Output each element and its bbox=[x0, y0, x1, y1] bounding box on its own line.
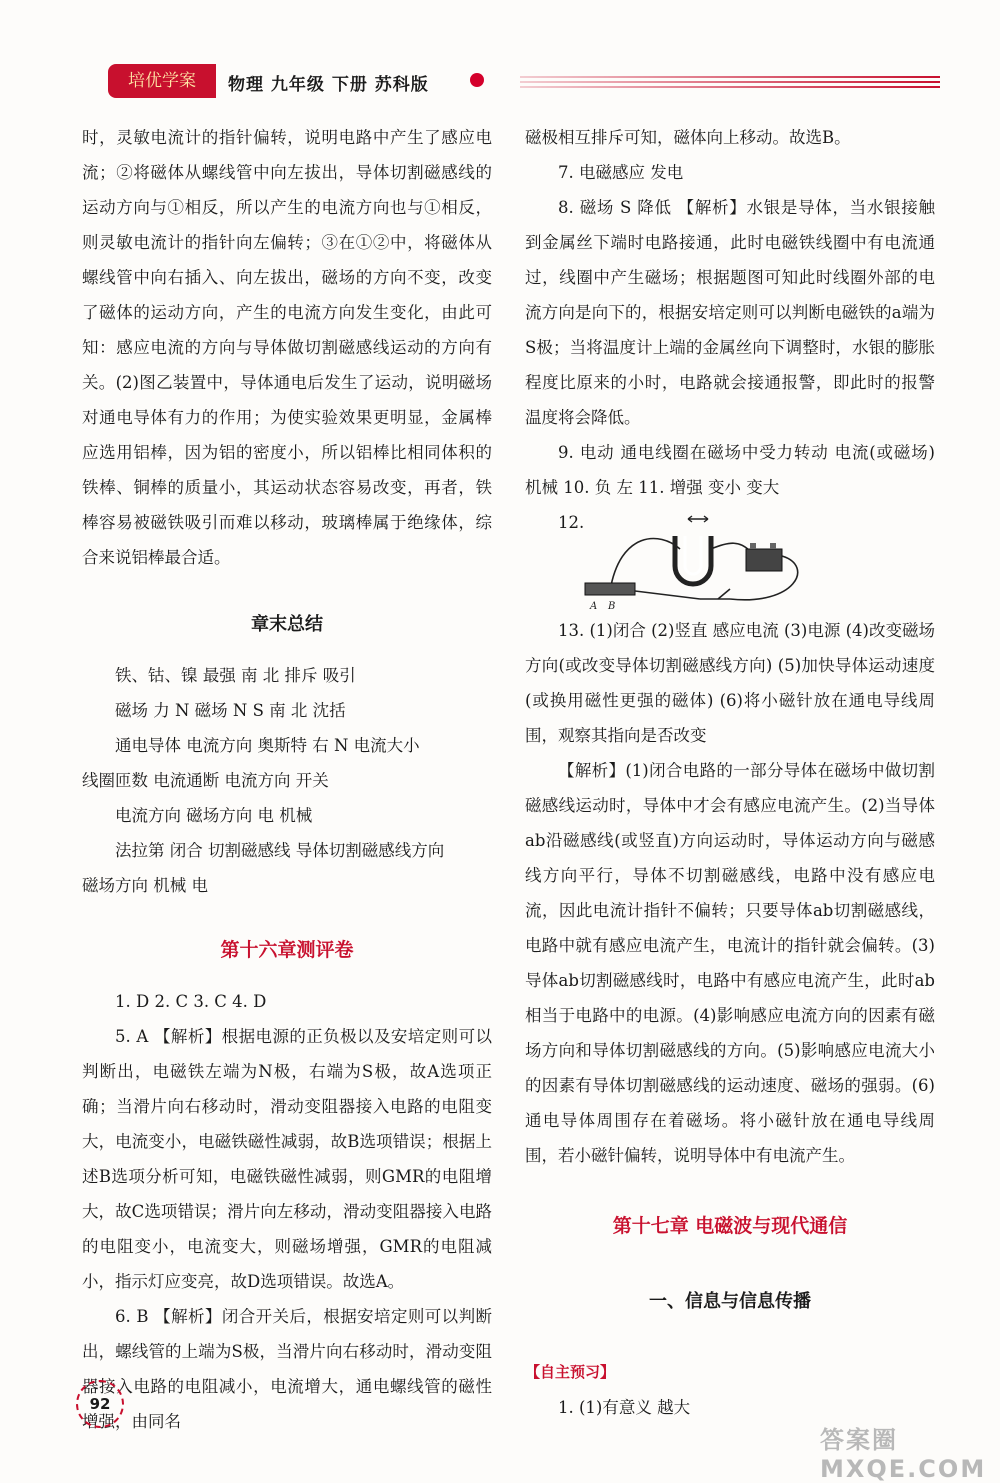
answer-1-4: 1. D 2. C 3. C 4. D bbox=[115, 992, 267, 1011]
header-stripes bbox=[520, 76, 940, 96]
summary-line: 磁场 力 N 磁场 N S 南 北 沈括 bbox=[115, 701, 346, 720]
answer-preview-1: 1. (1)有意义 越大 bbox=[558, 1398, 691, 1417]
figure-12 bbox=[525, 505, 935, 613]
summary-line: 通电导体 电流方向 奥斯特 右 N 电流大小 bbox=[115, 736, 420, 755]
left-column bbox=[82, 120, 492, 1439]
series-tag: 培优学案 bbox=[108, 64, 216, 98]
summary-line: 法拉第 闭合 切割磁感线 导体切割磁感线方向 bbox=[115, 841, 445, 860]
summary-line: 线圈匝数 电流通断 电流方向 开关 bbox=[82, 771, 329, 790]
answer-8: 8. 磁场 S 降低 【解析】水银是导体，当水银接触到金属丝下端时电路接通，此时电磁铁线圈中有电流通过，线圈中产生磁场；根据题图可知此时线圈外部的电流方向是向下的，根据安培定则可以判断电磁铁的a端为S极；当将温度计上端的金属丝向下调整时，水银的膨胀程度比原来的小时，电路就会接通报警，即此时的报警温度将会降低。 bbox=[525, 198, 935, 427]
answer-7: 7. 电磁感应 发电 bbox=[558, 163, 684, 182]
answer-9-11: 9. 电动 通电线圈在磁场中受力转动 电流(或磁场) 机械 10. 负 左 11. 增强 变小 变大 bbox=[525, 443, 935, 497]
answer-12-label: 12. bbox=[558, 513, 585, 532]
header-dot bbox=[470, 73, 484, 87]
section-title: 一、信息与信息传播 bbox=[649, 1291, 811, 1312]
answer-6: 6. B 【解析】闭合开关后，根据安培定则可以判断出，螺线管的上端为S极，当滑片向右移动时，滑动变阻器接入电路的电阻减小，电流增大，通电螺线管的磁性增强，由同名 bbox=[82, 1307, 492, 1431]
watermark: 答案圈 MXQE.COM bbox=[820, 1426, 987, 1483]
right-paragraph: 磁极相互排斥可知，磁体向上移动。故选B。 bbox=[525, 128, 851, 147]
page-header bbox=[0, 0, 1000, 110]
answer-5: 5. A 【解析】根据电源的正负极以及安培定则可以判断出，电磁铁左端为N极，右端为S极，故A选项正确；当滑片向右移动时，滑动变阻器接入电路的电阻变大，电流变小，电磁铁磁性减弱，故B选项错误；根据上述B选项分析可知，电磁铁磁性减弱，则GMR的电阻增大，故C选项错误；滑片向左移动，滑动变阻器接入电路的电阻变小，电流变大，则磁场增强，GMR的电阻减小，指示灯应变亮，故D选项错误。故选A。 bbox=[82, 1027, 492, 1291]
label-a: A bbox=[590, 601, 598, 611]
subject-line: 物理 九年级 下册 苏科版 bbox=[228, 75, 429, 95]
left-paragraph: 时，灵敏电流计的指针偏转，说明电路中产生了感应电流；②将磁体从螺线管中向左拔出，导体切割磁感线的运动方向与①相反，所以产生的电流方向也与①相反，则灵敏电流计的指针向左偏转；③在①②中，将磁体从螺线管中向右插入、向左拔出，磁场的方向不变，改变了磁体的运动方向，产生的电流方向发生变化，由此可知：感应电流的方向与导体做切割磁感线运动的方向有关。(2)图乙装置中，导体通电后发生了运动，说明磁场对通电导体有力的作用；为使实验效果更明显，金属棒应选用铝棒，因为铝的密度小，所以铝棒比相同体积的铁棒、铜棒的质量小，其运动状态容易改变，再者，铁棒容易被磁铁吸引而难以移动，玻璃棒属于绝缘体，综合来说铝棒最合适。 bbox=[82, 128, 492, 567]
page-number: 92 bbox=[76, 1380, 124, 1428]
right-column bbox=[525, 120, 935, 1425]
circuit-diagram-icon bbox=[580, 511, 820, 611]
chapter-title: 第十七章 电磁波与现代通信 bbox=[612, 1215, 848, 1237]
label-b: B bbox=[608, 601, 616, 611]
summary-line: 铁、钴、镍 最强 南 北 排斥 吸引 bbox=[115, 666, 356, 685]
answer-13-analysis: 【解析】(1)闭合电路的一部分导体在磁场中做切割磁感线运动时，导体中才会有感应电流产生。(2)当导体ab沿磁感线(或竖直)方向运动时，导体运动方向与磁感线方向平行，导体不切割磁感线，电路中没有感应电流，因此电流计指针不偏转；只要导体ab切割磁感线，电路中就有感应电流产生，电流计的指针就会偏转。(3)导体ab切割磁感线时，电路中有感应电流产生，此时ab相当于电路中的电源。(4)影响感应电流方向的因素有磁场方向和导体切割磁感线的方向。(5)影响感应电流大小的因素有导体切割磁感线的运动速度、磁场的强弱。(6)通电导体周围存在着磁场。将小磁针放在通电导线周围，若小磁针偏转，说明导体中有电流产生。 bbox=[525, 761, 935, 1165]
summary-line: 磁场方向 机械 电 bbox=[82, 876, 208, 895]
test-title: 第十六章测评卷 bbox=[220, 939, 354, 961]
answer-13: 13. (1)闭合 (2)竖直 感应电流 (3)电源 (4)改变磁场方向(或改变导体切割磁感线方向) (5)加快导体运动速度(或换用磁性更强的磁体) (6)将小磁针放在通电导线周围，观察其指向是否改变 bbox=[525, 621, 935, 745]
summary-title: 章末总结 bbox=[251, 614, 323, 635]
summary-line: 电流方向 磁场方向 电 机械 bbox=[115, 806, 313, 825]
preview-label: 【自主预习】 bbox=[525, 1363, 616, 1381]
